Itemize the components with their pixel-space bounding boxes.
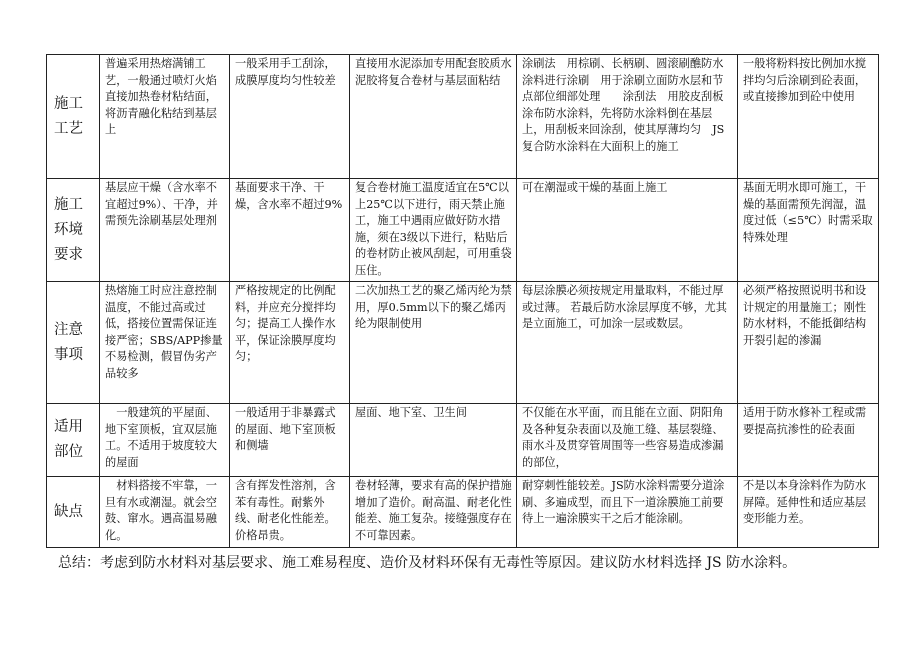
table-row-applicable-areas — [47, 404, 879, 477]
table-cell: 普遍采用热熔满铺工艺，一般通过喷灯火焰直接加热卷材粘结面，将沥青融化粘结到基层上 — [100, 55, 230, 179]
table-cell: 适用于防水修补工程或需要提高抗渗性的砼表面 — [738, 404, 879, 477]
table-cell: 每层涂膜必须按规定用量取料，不能过厚或过薄。 若最后防水涂层厚度不够，尤其是立面施工，可加涂一层或数层。 — [517, 282, 738, 404]
table-cell: 不仅能在水平面，而且能在立面、阴阳角及各种复杂表面以及施工缝、基层裂缝、雨水斗及贯穿管周围等一些容易造成渗漏的部位， — [517, 404, 738, 477]
row-header: 施工环境要求 — [47, 179, 100, 282]
table-cell: 必须严格按照说明书和设计规定的用量施工；刚性防水材料，不能抵御结构开裂引起的渗漏 — [738, 282, 879, 404]
table-cell: 含有挥发性溶剂，含苯有毒性。耐紫外线、耐老化性能差。价格昂贵。 — [230, 477, 350, 548]
table-cell: 材料搭接不牢靠，一旦有水或潮湿。就会空鼓、窜水。遇高温易融化。 — [100, 477, 230, 548]
table-cell: 屋面、地下室、卫生间 — [350, 404, 517, 477]
comparison-table — [46, 54, 879, 548]
table-row-disadvantages — [47, 477, 879, 548]
table-cell: 涂刷法 用棕刷、长柄刷、圆滚刷醮防水涂料进行涂刷 用于涂刷立面防水层和节点部位细部处理 涂刮法 用胶皮刮板涂布防水涂料，先将防水涂料倒在基层上，用刮板来回涂刮，使其厚薄均匀 JS复合防水涂料在大面积上的施工 — [517, 55, 738, 179]
summary-text: 总结：考虑到防水材料对基层要求、施工难易程度、造价及材料环保有无毒性等原因。建议防水材料选择 JS 防水涂料。 — [58, 555, 797, 571]
table-cell: 一般建筑的平屋面、地下室顶板，宜双层施工。不适用于坡度较大的屋面 — [100, 404, 230, 477]
table-cell: 耐穿刺性能较差。JS防水涂料需要分道涂刷、多遍成型，而且下一道涂膜施工前要待上一遍涂膜实干之后才能涂刷。 — [517, 477, 738, 548]
table-cell: 一般采用手工刮涂，成膜厚度均匀性较差 — [230, 55, 350, 179]
table-row-construction-process — [47, 55, 879, 179]
table-cell: 直接用水泥添加专用配套胶质水泥胶将复合卷材与基层面粘结 — [350, 55, 517, 179]
table-row-precautions — [47, 282, 879, 404]
table-cell: 复合卷材施工温度适宜在5℃以上25℃以下进行，雨天禁止施工，施工中遇雨应做好防水措施，须在3级以下进行，粘贴后的卷材防止被风刮起，可用重袋压住。 — [350, 179, 517, 282]
table-cell: 热熔施工时应注意控制温度，不能过高或过低，搭接位置需保证连接严密；SBS/APP掺量不易检测，假冒伪劣产品较多 — [100, 282, 230, 404]
row-header: 注意事项 — [47, 282, 100, 404]
table-cell: 卷材轻薄，要求有高的保护措施增加了造价。耐高温、耐老化性能差、施工复杂。接缝强度存在不可靠因素。 — [350, 477, 517, 548]
table-cell: 一般适用于非暴露式的屋面、地下室顶板和侧墙 — [230, 404, 350, 477]
table-cell: 可在潮湿或干燥的基面上施工 — [517, 179, 738, 282]
table-cell: 严格按规定的比例配料，并应充分搅拌均匀；提高工人操作水平，保证涂膜厚度均匀； — [230, 282, 350, 404]
table-cell: 二次加热工艺的聚乙烯丙纶为禁用，厚0.5mm以下的聚乙烯丙纶为限制使用 — [350, 282, 517, 404]
table-cell: 一般将粉料按比例加水搅拌均匀后涂刷到砼表面，或直接掺加到砼中使用 — [738, 55, 879, 179]
row-header: 适用部位 — [47, 404, 100, 477]
row-header: 施工工艺 — [47, 55, 100, 179]
table-cell: 基层应干燥（含水率不宜超过9%）、干净，并需预先涂刷基层处理剂 — [100, 179, 230, 282]
table-cell: 基面要求干净、干燥，含水率不超过9% — [230, 179, 350, 282]
table-cell: 基面无明水即可施工，干燥的基面需预先润湿，温度过低（≤5℃）时需采取特殊处理 — [738, 179, 879, 282]
row-header: 缺点 — [47, 477, 100, 548]
table-cell: 不是以本身涂料作为防水屏障。延伸性和适应基层变形能力差。 — [738, 477, 879, 548]
table-row-environment-requirements — [47, 179, 879, 282]
